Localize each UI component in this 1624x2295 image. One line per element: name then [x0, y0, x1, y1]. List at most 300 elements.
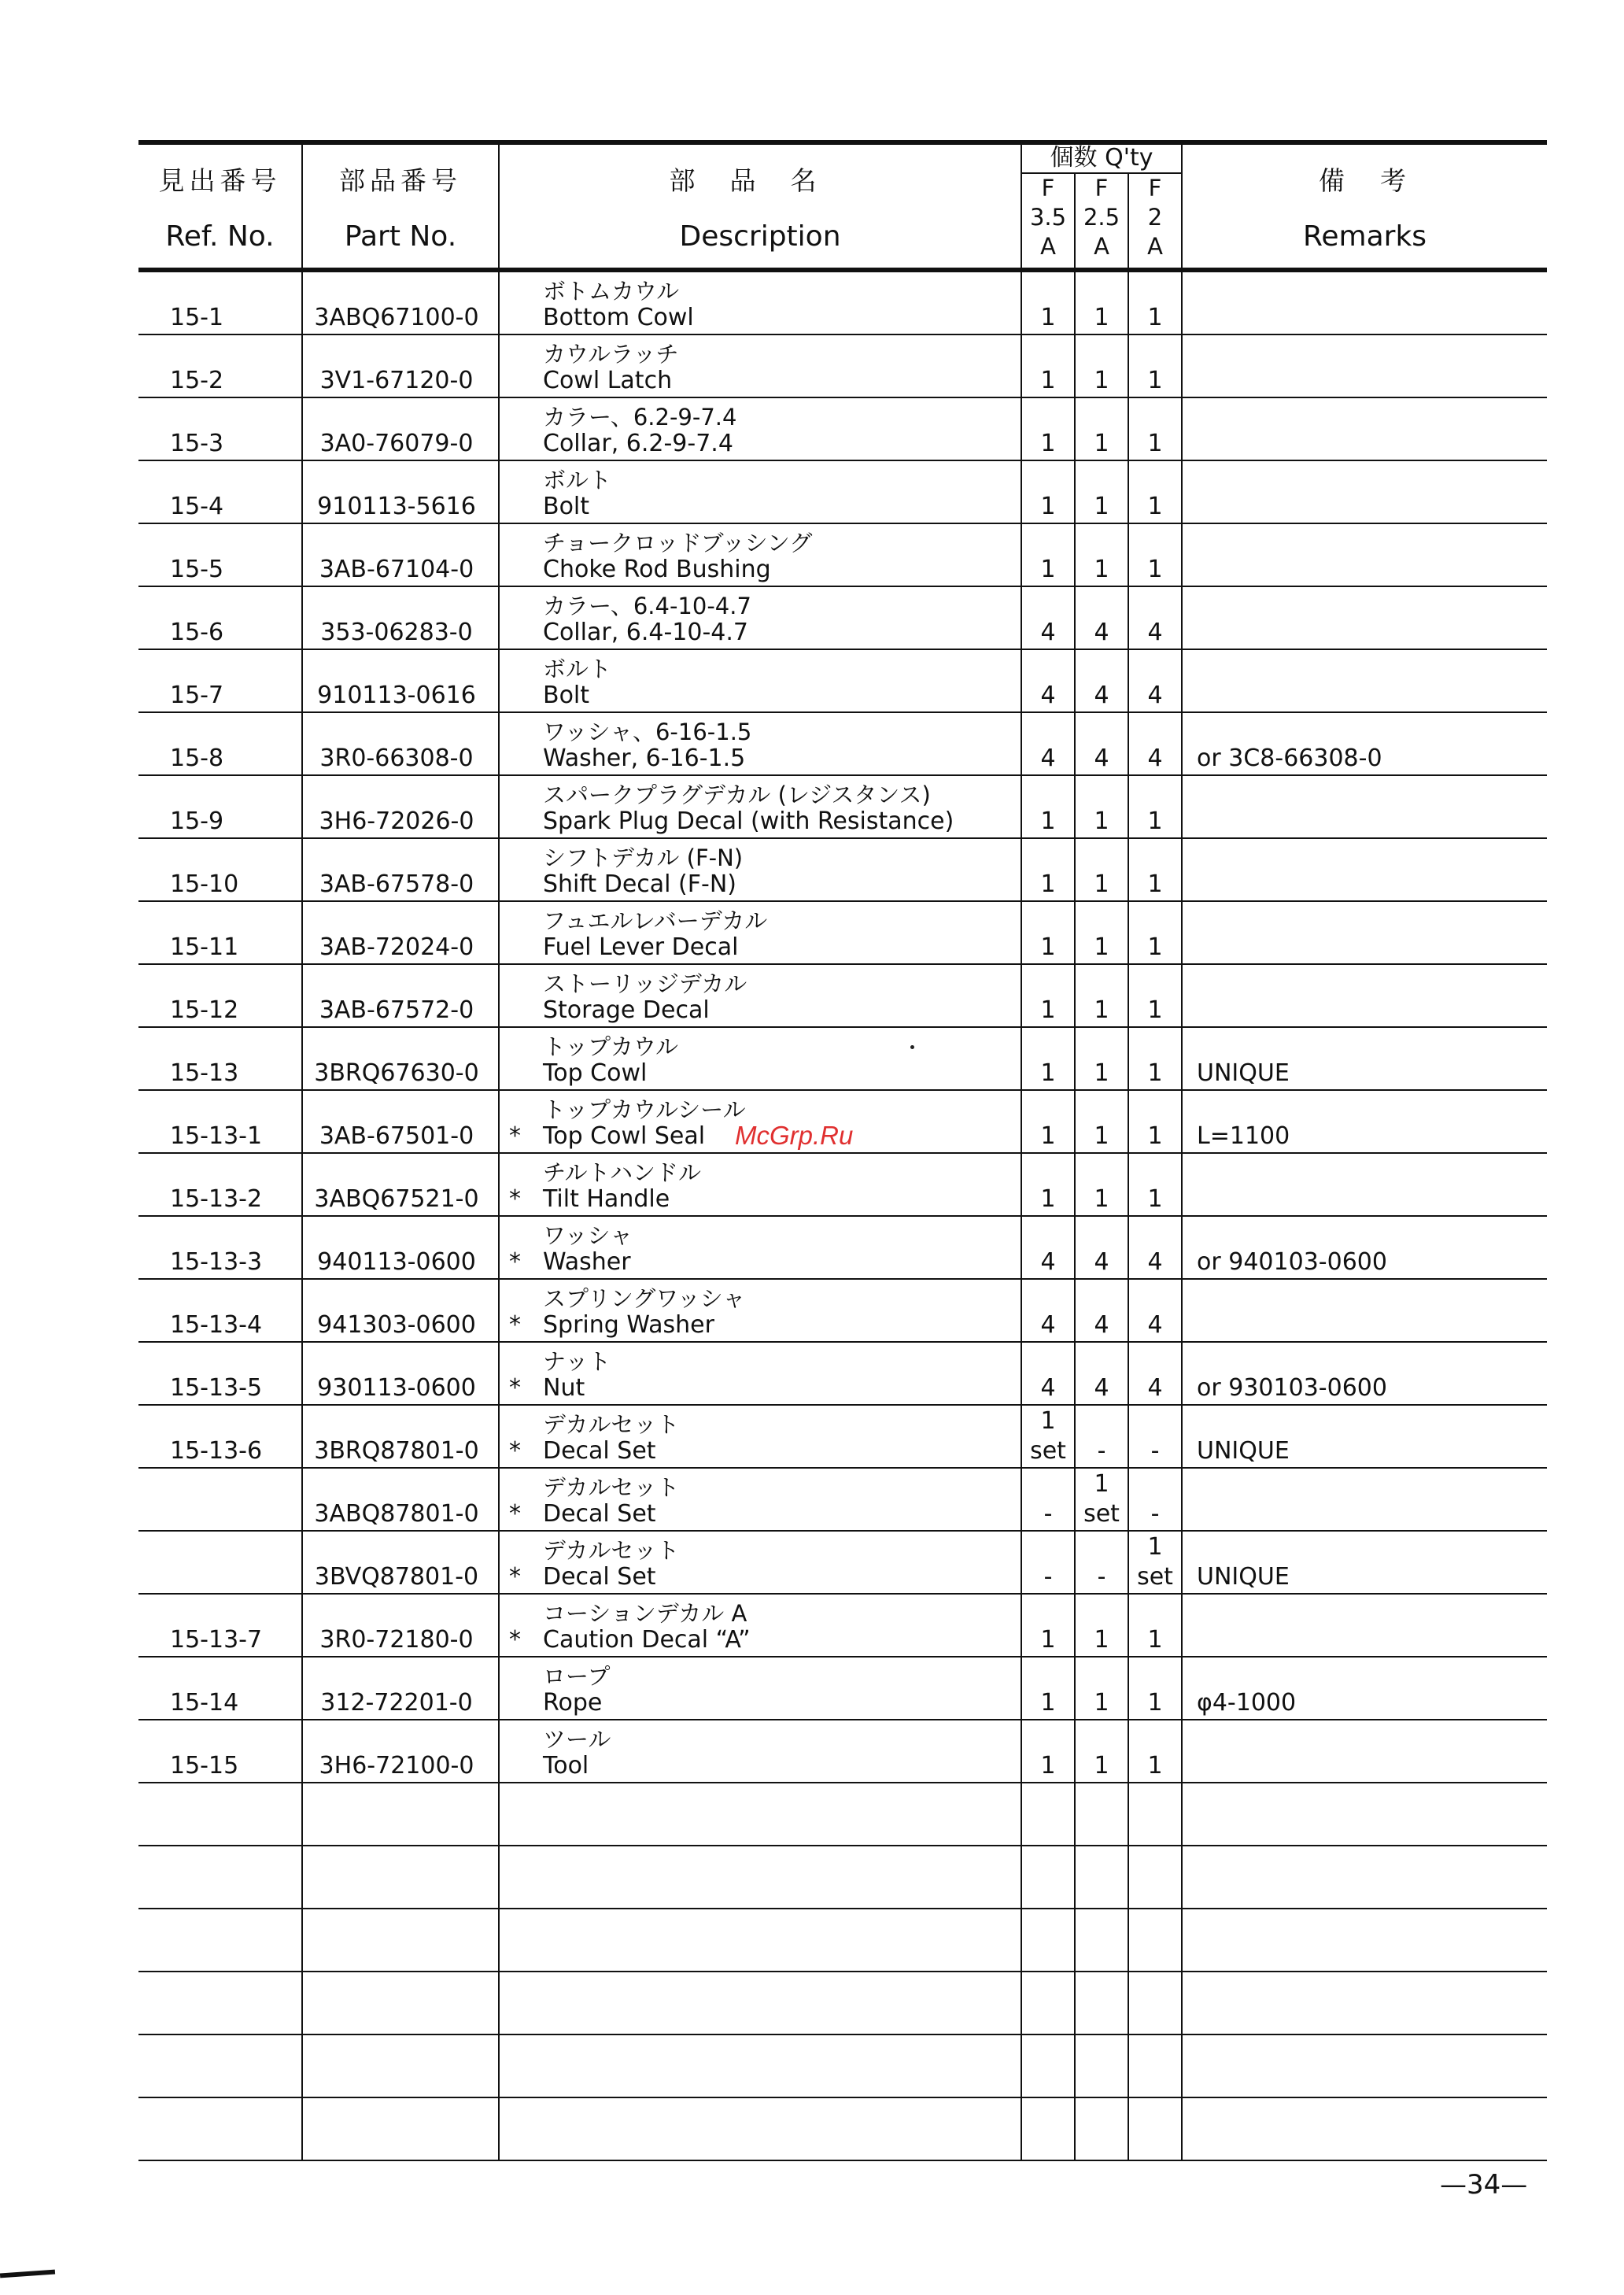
description-jp: デカルセット: [543, 1474, 680, 1501]
ref-number: 15-4: [170, 493, 224, 520]
description-cell: [499, 901, 1021, 964]
qty-value: 4: [1147, 619, 1163, 646]
part-cell: [302, 397, 499, 460]
qty-value: 1: [1094, 870, 1109, 898]
part-number: 3BVQ87801-0: [314, 1563, 479, 1591]
part-number: 930113-0600: [317, 1374, 476, 1402]
qty-value: 1: [1094, 367, 1109, 394]
qty-f35a-cell: [1021, 1657, 1075, 1720]
table-row: [138, 460, 1547, 523]
description-jp: デカルセット: [543, 1411, 680, 1438]
qty-f35a-cell: [1021, 712, 1075, 775]
qty-f25a-cell: [1075, 1468, 1128, 1531]
qty-value: 1: [1147, 808, 1163, 835]
qty-top: 1: [1040, 1407, 1056, 1435]
part-cell: [302, 2097, 499, 2160]
part-number: 3V1-67120-0: [319, 367, 474, 394]
description-cell: [499, 1720, 1021, 1783]
qty-f2a-cell: [1128, 1090, 1182, 1153]
qty-f35a-cell: [1021, 1783, 1075, 1846]
remarks-cell: [1182, 334, 1547, 397]
qty-f2a-cell: [1128, 1405, 1182, 1468]
description-cell: [499, 1972, 1021, 2034]
table-row: [138, 2034, 1547, 2097]
ref-cell: [138, 2034, 302, 2097]
model-line: F: [1041, 175, 1055, 202]
qty-value: 1: [1094, 996, 1109, 1024]
description-cell: [499, 334, 1021, 397]
qty-f2a-cell: [1128, 838, 1182, 901]
ref-cell: [138, 1342, 302, 1405]
ref-number: 15-13-3: [170, 1248, 263, 1276]
part-number: 3AB-67578-0: [319, 870, 474, 898]
part-cell: [302, 1657, 499, 1720]
qty-f35a-cell: [1021, 1846, 1075, 1909]
part-cell: [302, 1972, 499, 2034]
part-cell: [302, 334, 499, 397]
remarks-text: φ4-1000: [1197, 1689, 1297, 1717]
ref-number: 15-15: [170, 1752, 239, 1779]
qty-value: 1: [1094, 1689, 1109, 1717]
new-part-asterisk: *: [509, 1563, 521, 1591]
qty-value: 1: [1040, 367, 1056, 394]
ref-cell: [138, 1468, 302, 1531]
part-cell: [302, 523, 499, 586]
description-en: Storage Decal: [543, 996, 710, 1024]
table-row: [138, 775, 1547, 838]
description-cell: [499, 460, 1021, 523]
description-jp: ワッシャ: [543, 1222, 633, 1249]
qty-value: 1: [1040, 1689, 1056, 1717]
description-jp: カウルラッチ: [543, 341, 679, 368]
table-row: [138, 1720, 1547, 1783]
qty-f2a-cell: [1128, 649, 1182, 712]
part-number: 3H6-72026-0: [319, 808, 474, 835]
description-cell: [499, 1027, 1021, 1090]
part-cell: [302, 1342, 499, 1405]
remarks-cell: [1182, 397, 1547, 460]
qty-value: 1: [1147, 996, 1163, 1024]
qty-value: 1: [1094, 1185, 1109, 1213]
table-row: [138, 1909, 1547, 1972]
ref-cell: [138, 1279, 302, 1342]
part-number: 353-06283-0: [320, 619, 473, 646]
part-number: 3AB-67572-0: [319, 996, 474, 1024]
qty-f2a-cell: [1128, 1657, 1182, 1720]
table-row: [138, 397, 1547, 460]
ref-cell: [138, 1027, 302, 1090]
table-row: [138, 334, 1547, 397]
ref-cell: [138, 1909, 302, 1972]
qty-value: 1: [1094, 1752, 1109, 1779]
ref-cell: [138, 1846, 302, 1909]
description-cell: [499, 270, 1021, 334]
ref-cell: [138, 1720, 302, 1783]
qty-value: set: [1137, 1563, 1173, 1591]
qty-f35a-cell: [1021, 775, 1075, 838]
table-row: [138, 1657, 1547, 1720]
description-jp: ツール: [543, 1726, 611, 1753]
qty-f25a-cell: [1075, 1342, 1128, 1405]
qty-f2a-cell: [1128, 1468, 1182, 1531]
description-cell: [499, 1783, 1021, 1846]
description-jp: カラー、6.4-10-4.7: [543, 593, 751, 619]
qty-f25a-cell: [1075, 838, 1128, 901]
description-cell: [499, 964, 1021, 1027]
remarks-text: or 3C8-66308-0: [1197, 745, 1382, 772]
qty-f2a-cell: [1128, 1720, 1182, 1783]
qty-f2a-cell: [1128, 1342, 1182, 1405]
remarks-cell: [1182, 838, 1547, 901]
table-row: [138, 523, 1547, 586]
ref-number: 15-9: [170, 808, 224, 835]
part-number: 3H6-72100-0: [319, 1752, 474, 1779]
ref-number: 15-14: [170, 1689, 239, 1717]
remarks-cell: [1182, 1027, 1547, 1090]
table-row: [138, 1972, 1547, 2034]
remarks-cell: [1182, 460, 1547, 523]
qty-f35a-cell: [1021, 964, 1075, 1027]
part-number: 3AB-67501-0: [319, 1122, 474, 1150]
part-cell: [302, 1909, 499, 1972]
new-part-asterisk: *: [509, 1626, 521, 1654]
part-cell: [302, 1216, 499, 1279]
description-jp: ワッシャ、6-16-1.5: [543, 719, 752, 745]
qty-value: 1: [1094, 493, 1109, 520]
qty-f25a-cell: [1075, 2097, 1128, 2160]
part-number: 3R0-72180-0: [319, 1626, 474, 1654]
qty-value: 1: [1094, 1122, 1109, 1150]
ref-cell: [138, 523, 302, 586]
ref-cell: [138, 964, 302, 1027]
qty-f25a-cell: [1075, 397, 1128, 460]
ref-number: 15-6: [170, 619, 224, 646]
qty-value: 1: [1094, 808, 1109, 835]
header-remarks: [1182, 142, 1547, 270]
qty-f25a-cell: [1075, 1972, 1128, 2034]
qty-f25a-cell: [1075, 1657, 1128, 1720]
remarks-cell: [1182, 1468, 1547, 1531]
part-number: 940113-0600: [317, 1248, 476, 1276]
part-cell: [302, 1027, 499, 1090]
qty-f25a-cell: [1075, 1531, 1128, 1594]
qty-f25a-cell: [1075, 1153, 1128, 1216]
remarks-cell: [1182, 2034, 1547, 2097]
description-jp: トップカウル: [543, 1033, 678, 1060]
header-model-f2a: [1128, 173, 1182, 270]
qty-value: 4: [1147, 1248, 1163, 1276]
description-en: Top Cowl Seal: [543, 1122, 706, 1150]
table-row: [138, 1279, 1547, 1342]
ref-number: 15-2: [170, 367, 224, 394]
description-en: Rope: [543, 1689, 603, 1717]
qty-f25a-cell: [1075, 964, 1128, 1027]
qty-f35a-cell: [1021, 1594, 1075, 1657]
qty-value: 1: [1147, 870, 1163, 898]
new-part-asterisk: *: [509, 1500, 521, 1528]
header-remarks-jp: 備 考: [1319, 165, 1412, 196]
remarks-cell: [1182, 523, 1547, 586]
part-cell: [302, 838, 499, 901]
remarks-cell: [1182, 270, 1547, 334]
ref-number: 15-13-5: [170, 1374, 263, 1402]
speck-mark: [910, 1045, 914, 1049]
qty-f35a-cell: [1021, 1090, 1075, 1153]
description-cell: [499, 2034, 1021, 2097]
description-cell: [499, 1846, 1021, 1909]
remarks-cell: [1182, 1972, 1547, 2034]
qty-value: 1: [1147, 1689, 1163, 1717]
qty-f25a-cell: [1075, 1027, 1128, 1090]
remarks-cell: [1182, 1846, 1547, 1909]
new-part-asterisk: *: [509, 1311, 521, 1339]
remarks-cell: [1182, 1279, 1547, 1342]
header-ref: [138, 142, 302, 270]
part-number: 3AB-67104-0: [319, 556, 474, 583]
ref-cell: [138, 1216, 302, 1279]
part-number: 3ABQ67100-0: [314, 304, 479, 331]
ref-number: 15-13: [170, 1059, 239, 1087]
description-en: Washer: [543, 1248, 631, 1276]
new-part-asterisk: *: [509, 1185, 521, 1213]
qty-f2a-cell: [1128, 1027, 1182, 1090]
remarks-cell: [1182, 901, 1547, 964]
header-part-en: Part No.: [344, 220, 457, 253]
header-qty: 個数 Q'ty: [1021, 142, 1182, 173]
ref-cell: [138, 649, 302, 712]
ref-cell: [138, 1531, 302, 1594]
description-jp: デカルセット: [543, 1537, 680, 1564]
remarks-text: UNIQUE: [1197, 1563, 1290, 1591]
qty-f2a-cell: [1128, 1909, 1182, 1972]
table-row: [138, 1594, 1547, 1657]
qty-f2a-cell: [1128, 1216, 1182, 1279]
description-en: Bolt: [543, 682, 590, 709]
header-ref-jp: 見出番号: [158, 165, 282, 196]
qty-value: 4: [1094, 619, 1109, 646]
header-part-jp: 部品番号: [339, 165, 462, 196]
header-ref-en: Ref. No.: [165, 220, 275, 253]
qty-f25a-cell: [1075, 712, 1128, 775]
qty-f35a-cell: [1021, 1027, 1075, 1090]
qty-f2a-cell: [1128, 460, 1182, 523]
description-en: Bolt: [543, 493, 590, 520]
page-number: —34—: [1440, 2169, 1528, 2201]
qty-value: 4: [1147, 1311, 1163, 1339]
description-cell: [499, 397, 1021, 460]
description-jp: コーションデカル A: [543, 1600, 747, 1627]
qty-value: 1: [1147, 1185, 1163, 1213]
remarks-cell: [1182, 1594, 1547, 1657]
description-jp: スプリングワッシャ: [543, 1285, 746, 1312]
description-jp: シフトデカル (F-N): [543, 844, 744, 871]
qty-f35a-cell: [1021, 334, 1075, 397]
qty-f25a-cell: [1075, 775, 1128, 838]
ref-cell: [138, 1405, 302, 1468]
description-cell: [499, 775, 1021, 838]
part-cell: [302, 1846, 499, 1909]
part-number: 941303-0600: [317, 1311, 476, 1339]
ref-number: 15-13-1: [170, 1122, 263, 1150]
description-jp: ボトムカウル: [543, 278, 680, 305]
qty-f35a-cell: [1021, 649, 1075, 712]
part-cell: [302, 901, 499, 964]
new-part-asterisk: *: [509, 1437, 521, 1465]
qty-value: 4: [1147, 745, 1163, 772]
qty-top: 1: [1147, 1533, 1163, 1561]
qty-value: 1: [1147, 933, 1163, 961]
qty-f35a-cell: [1021, 1342, 1075, 1405]
description-en: Decal Set: [543, 1500, 656, 1528]
description-en: Bottom Cowl: [543, 304, 694, 331]
part-cell: [302, 712, 499, 775]
remarks-cell: [1182, 1216, 1547, 1279]
watermark: McGrp.Ru: [735, 1121, 854, 1150]
qty-value: 1: [1094, 556, 1109, 583]
ref-cell: [138, 1594, 302, 1657]
ref-number: 15-13-2: [170, 1185, 263, 1213]
ref-cell: [138, 586, 302, 649]
description-en: Collar, 6.4-10-4.7: [543, 619, 749, 646]
part-cell: [302, 1153, 499, 1216]
model-line: 3.5: [1029, 204, 1067, 231]
qty-value: -: [1043, 1563, 1053, 1591]
ref-number: 15-8: [170, 745, 224, 772]
ref-number: 15-10: [170, 870, 239, 898]
description-cell: [499, 1531, 1021, 1594]
qty-top: 1: [1094, 1470, 1109, 1498]
description-cell: [499, 1153, 1021, 1216]
model-line: 2.5: [1083, 204, 1120, 231]
qty-f25a-cell: [1075, 1279, 1128, 1342]
qty-value: 1: [1094, 304, 1109, 331]
qty-f35a-cell: [1021, 523, 1075, 586]
table-row: [138, 1153, 1547, 1216]
part-number: 3ABQ67521-0: [314, 1185, 479, 1213]
qty-f2a-cell: [1128, 1846, 1182, 1909]
qty-f2a-cell: [1128, 775, 1182, 838]
description-jp: ストーリッジデカル: [543, 970, 747, 997]
header-remarks-en: Remarks: [1302, 220, 1427, 253]
table-row: [138, 1783, 1547, 1846]
qty-value: 1: [1040, 808, 1056, 835]
ref-number: 15-13-7: [170, 1626, 263, 1654]
description-jp: カラー、6.2-9-7.4: [543, 404, 737, 431]
qty-value: 1: [1094, 1059, 1109, 1087]
remarks-cell: [1182, 712, 1547, 775]
part-cell: [302, 1405, 499, 1468]
part-cell: [302, 2034, 499, 2097]
model-line: A: [1147, 233, 1163, 261]
qty-value: 4: [1094, 745, 1109, 772]
description-jp: チルトハンドル: [543, 1159, 701, 1186]
qty-value: 1: [1040, 1059, 1056, 1087]
description-jp: ナット: [543, 1348, 611, 1375]
remarks-cell: [1182, 964, 1547, 1027]
remarks-cell: [1182, 1909, 1547, 1972]
qty-value: 1: [1040, 556, 1056, 583]
description-en: Tilt Handle: [543, 1185, 670, 1213]
remarks-text: UNIQUE: [1197, 1059, 1290, 1087]
description-cell: [499, 649, 1021, 712]
description-en: Washer, 6-16-1.5: [543, 745, 746, 772]
qty-value: 4: [1094, 1374, 1109, 1402]
remarks-cell: [1182, 1342, 1547, 1405]
qty-f2a-cell: [1128, 1153, 1182, 1216]
description-jp: トップカウルシール: [543, 1096, 746, 1123]
qty-f35a-cell: [1021, 1405, 1075, 1468]
qty-f35a-cell: [1021, 838, 1075, 901]
description-cell: [499, 838, 1021, 901]
ref-cell: [138, 901, 302, 964]
description-en: Choke Rod Bushing: [543, 556, 771, 583]
qty-value: 1: [1147, 304, 1163, 331]
qty-f35a-cell: [1021, 1909, 1075, 1972]
part-number: 3A0-76079-0: [319, 430, 474, 457]
qty-value: 1: [1147, 1752, 1163, 1779]
ref-cell: [138, 397, 302, 460]
qty-value: -: [1097, 1437, 1106, 1465]
qty-value: 1: [1040, 1185, 1056, 1213]
qty-f35a-cell: [1021, 1153, 1075, 1216]
description-jp: スパークプラグデカル (レジスタンス): [543, 782, 931, 808]
description-cell: [499, 1594, 1021, 1657]
qty-f25a-cell: [1075, 460, 1128, 523]
qty-value: -: [1150, 1437, 1160, 1465]
ref-cell: [138, 1972, 302, 2034]
qty-value: 1: [1094, 933, 1109, 961]
description-cell: [499, 1468, 1021, 1531]
qty-f35a-cell: [1021, 2034, 1075, 2097]
qty-f35a-cell: [1021, 270, 1075, 334]
qty-f25a-cell: [1075, 2034, 1128, 2097]
qty-f2a-cell: [1128, 586, 1182, 649]
ref-cell: [138, 1090, 302, 1153]
qty-value: set: [1030, 1437, 1066, 1465]
qty-value: -: [1043, 1500, 1053, 1528]
table-row: [138, 964, 1547, 1027]
table-row: [138, 838, 1547, 901]
ref-number: 15-13-6: [170, 1437, 263, 1465]
description-en: Spring Washer: [543, 1311, 714, 1339]
part-number: 3BRQ67630-0: [314, 1059, 479, 1087]
part-cell: [302, 964, 499, 1027]
table-row: [138, 1405, 1547, 1468]
qty-value: 1: [1040, 430, 1056, 457]
qty-f35a-cell: [1021, 1468, 1075, 1531]
part-cell: [302, 586, 499, 649]
qty-value: 1: [1147, 430, 1163, 457]
qty-value: 4: [1094, 682, 1109, 709]
part-cell: [302, 1720, 499, 1783]
qty-value: 4: [1040, 1248, 1056, 1276]
qty-f2a-cell: [1128, 523, 1182, 586]
part-cell: [302, 460, 499, 523]
part-number: 312-72201-0: [320, 1689, 473, 1717]
remarks-cell: [1182, 1405, 1547, 1468]
description-en: Tool: [543, 1752, 589, 1779]
description-cell: [499, 1279, 1021, 1342]
ref-cell: [138, 334, 302, 397]
header-part: [302, 142, 499, 270]
ref-number: 15-12: [170, 996, 239, 1024]
part-cell: [302, 1531, 499, 1594]
description-en: Decal Set: [543, 1563, 656, 1591]
part-number: 910113-5616: [317, 493, 476, 520]
ref-number: 15-5: [170, 556, 224, 583]
ref-cell: [138, 1153, 302, 1216]
description-en: Spark Plug Decal (with Resistance): [543, 808, 954, 835]
